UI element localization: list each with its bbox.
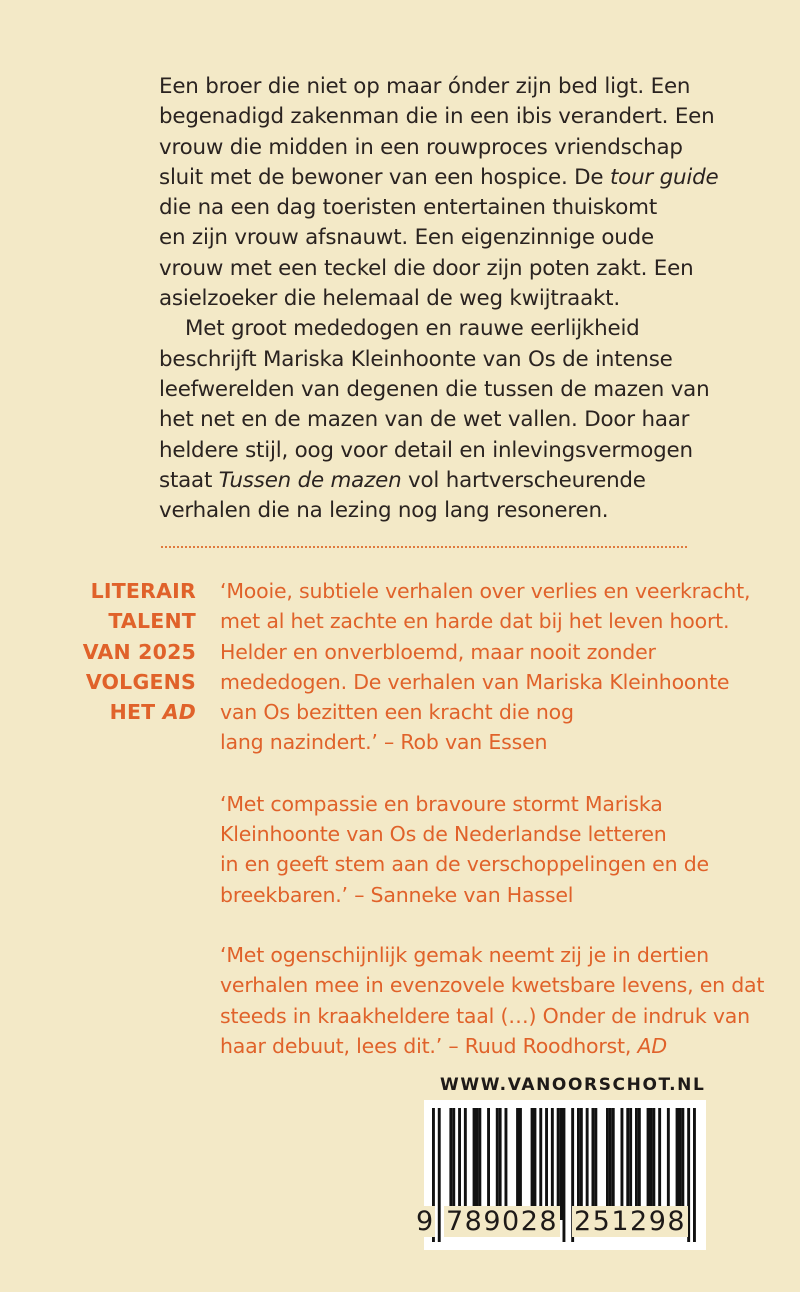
- text-line: sluit met de bewoner van een hospice. De tour guide: [159, 164, 719, 190]
- text-line: en zijn vrouw afsnauwt. Een eigenzinnige oude: [159, 225, 654, 251]
- isbn-first-digit: 9: [416, 1206, 434, 1237]
- text-line: met al het zachte en harde dat bij het leven hoort.: [220, 609, 730, 634]
- text-line: verhalen mee in evenzovele kwetsbare levens, en dat: [220, 973, 765, 998]
- dotted-divider: [161, 546, 687, 548]
- text-line: verhalen die na lezing nog lang resoneren.: [159, 498, 609, 524]
- text-line: HET AD: [109, 700, 196, 725]
- blurb-paragraph-2: [159, 314, 710, 526]
- text-line: heldere stijl, oog voor detail en inlevingsvermogen: [159, 437, 693, 463]
- text-line: Helder en onverbloemd, maar nooit zonder: [220, 639, 656, 664]
- text-line: VOLGENS: [85, 669, 196, 694]
- blurb-paragraph-1: [159, 72, 719, 314]
- text-line: breekbaren.’ – Sanneke van Hassel: [220, 882, 574, 907]
- text-line: ‘Mooie, subtiele verhalen over verlies en veerkracht,: [220, 579, 751, 603]
- text-line: vrouw met een teckel die door zijn poten zakt. Een: [159, 255, 694, 281]
- text-line: LITERAIR: [90, 579, 196, 603]
- text-line: Met groot mededogen en rauwe eerlijkheid: [185, 316, 640, 342]
- review-quote-1: [220, 576, 780, 758]
- blurb-text: [159, 72, 719, 526]
- text-line: Kleinhoonte van Os de Nederlandse letteren: [220, 822, 667, 847]
- award-label: [60, 576, 196, 727]
- text-line: ‘Met ogenschijnlijk gemak neemt zij je in dertien: [220, 942, 709, 967]
- text-line: asielzoeker die helemaal de weg kwijtraakt.: [159, 286, 620, 312]
- text-line: begenadigd zakenman die in een ibis verandert. Een: [159, 104, 715, 130]
- text-line: TALENT: [108, 609, 196, 634]
- text-line: die na een dag toeristen entertainen thuiskomt: [159, 195, 658, 221]
- text-line: het net en de mazen van de wet vallen. Door haar: [159, 407, 690, 433]
- text-line: lang nazindert.’ – Rob van Essen: [220, 730, 548, 755]
- text-line: haar debuut, lees dit.’ – Ruud Roodhorst, AD: [220, 1033, 667, 1058]
- text-line: staat Tussen de mazen vol hartverscheurende: [159, 467, 646, 493]
- text-line: mededogen. De verhalen van Mariska Kleinhoonte: [220, 669, 730, 694]
- review-quote-3: [220, 940, 780, 1061]
- text-line: Een broer die niet op maar ónder zijn bed ligt. Een: [159, 74, 691, 99]
- publisher-website: WWW.VANOORSCHOT.NL: [440, 1075, 706, 1095]
- isbn-number: [416, 1206, 706, 1246]
- text-line: VAN 2025: [82, 639, 196, 664]
- review-quotes: [220, 576, 780, 1091]
- review-quote-2: [220, 789, 780, 910]
- isbn-left-group: 789028: [446, 1206, 559, 1237]
- text-line: vrouw die midden in een rouwproces vriendschap: [159, 134, 683, 160]
- text-line: leefwerelden van degenen die tussen de mazen van: [159, 376, 710, 402]
- text-line: in en geeft stem aan de verschoppelingen en de: [220, 852, 709, 877]
- text-line: van Os bezitten een kracht die nog: [220, 700, 574, 725]
- text-line: ‘Met compassie en bravoure stormt Mariska: [220, 791, 663, 816]
- text-line: beschrijft Mariska Kleinhoonte van Os de intense: [159, 346, 673, 372]
- isbn-right-group: 251298: [574, 1206, 687, 1237]
- text-line: steeds in kraakheldere taal (…) Onder de indruk van: [220, 1003, 750, 1028]
